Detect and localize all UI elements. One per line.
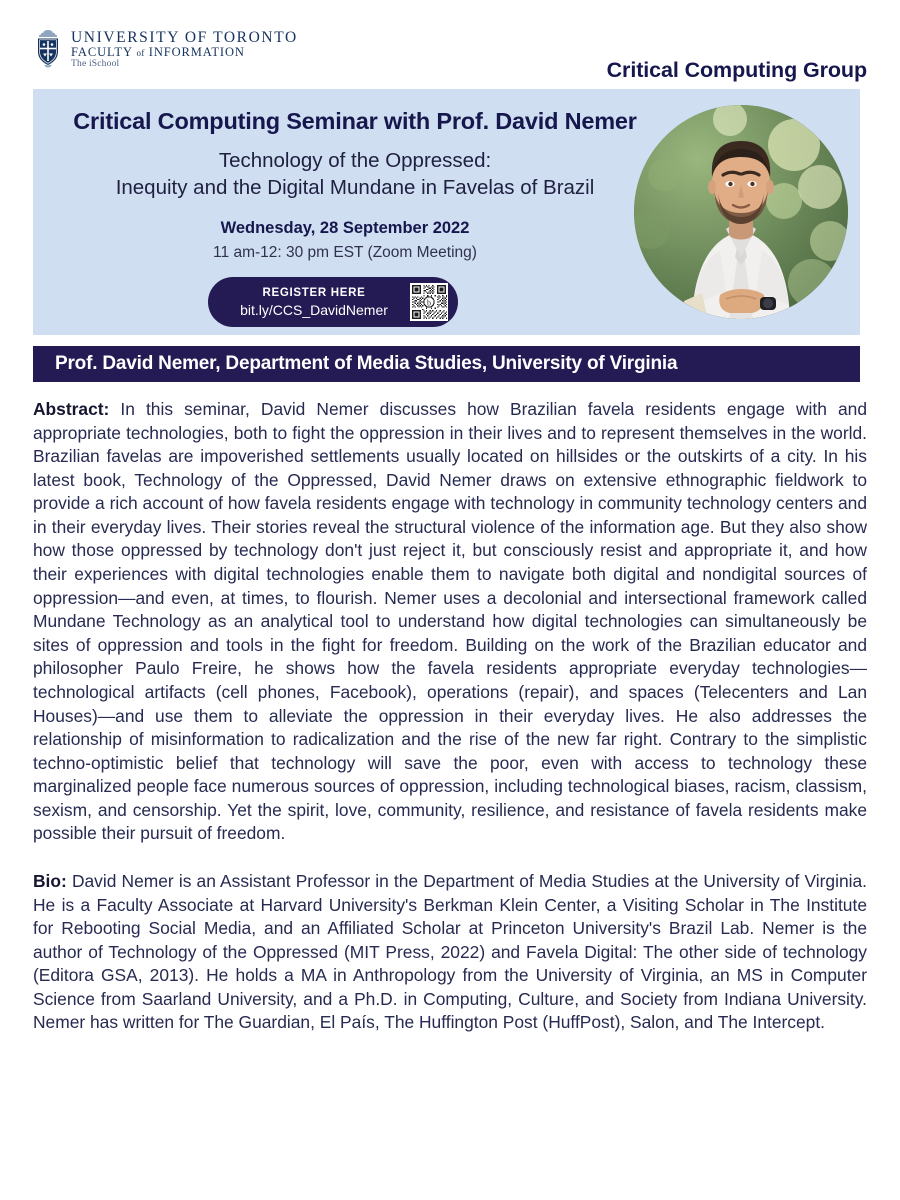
abstract-paragraph xyxy=(33,398,867,846)
seminar-time: 11 am-12: 30 pm EST (Zoom Meeting) xyxy=(213,244,477,261)
uoft-logo-of: of xyxy=(136,48,145,59)
uoft-logo-text xyxy=(71,26,298,70)
speaker-affiliation-text: Prof. David Nemer, Department of Media Studies, University of Virginia xyxy=(55,353,678,374)
paragraph-spacer xyxy=(33,846,867,870)
bio-body: David Nemer is an Assistant Professor in the Department of Media Studies at the University of Virginia. He is a Faculty Associate at Harvard University's Berkman Klein Center, a Visiting Scholar in The Institute for Rebooting Social Media, and an Affiliated Scholar at Princeton University's Brazil Lab. Nemer is the author of Technology of the Oppressed (MIT Press, 2022) and Favela Digital: The other side of technology (Editora GSA, 2013). He holds a MA in Anthropology from the University of Virginia, an MS in Computer Science from Saarland University, and a Ph.D. in Computing, Culture, and Society from Indiana University. Nemer has written for The Guardian, El País, The Huffington Post (HuffPost), Salon, and The Intercept. xyxy=(33,870,867,1033)
bio-label: Bio: xyxy=(33,870,67,891)
speaker-portrait xyxy=(634,105,848,319)
portrait-image xyxy=(634,105,848,319)
uoft-logo xyxy=(33,26,298,70)
poster-body xyxy=(33,398,867,1035)
qr-code-svg xyxy=(411,284,447,320)
abstract-label: Abstract: xyxy=(33,399,110,419)
uoft-logo-information: INFORMATION xyxy=(148,45,245,60)
seminar-title: Critical Computing Seminar with Prof. David Nemer xyxy=(73,108,637,134)
uoft-logo-line1: UNIVERSITY OF TORONTO xyxy=(71,29,298,46)
svg-text:b: b xyxy=(427,298,431,308)
abstract-body: In this seminar, David Nemer discusses how Brazilian favela residents engage with and appropriate technologies, both to fight the oppression in their lives and to represent themselves in the world. Brazilian favelas are impoverished settlements usually located on hillsides or the outskirts of a city. In his latest book, Technology of the Oppressed, David Nemer draws on extensive ethnographic fieldwork to provide a rich account of how favela residents engage with technology in community technology centers and in their everyday lives. Their stories reveal the structural violence of the information age. But they also show how those oppressed by technology don't just reject it, but consciously resist and appropriate it, and how their experiences with digital technologies enable them to navigate both digital and nondigital sources of oppression—and even, at times, to flourish. Nemer uses a decolonial and intersectional framework called Mundane Technology as an analytical tool to understand how digital technologies can simultaneously be sites of oppression and tools in the fight for freedom. Building on the work of the Brazilian educator and philosopher Paulo Freire, he shows how the favela residents appropriate everyday technologies—technological artifacts (cell phones, Facebook), operations (repair), and spaces (Telecenters and Lan Houses)—and use them to alleviate the oppression in their everyday lives. He also addresses the relationship of misinformation to radicalization and the rise of the new far right. Contrary to the simplistic techno-optimistic belief that technology will save the poor, even with access to technology these marginalized people face numerous sources of oppression, including technological biases, racism, classism, sexism, and censorship. Yet the spirit, love, community, resilience, and resistance of favela residents make possible their pursuit of freedom. xyxy=(33,399,867,844)
register-label: REGISTER HERE xyxy=(262,286,366,299)
group-title: Critical Computing Group xyxy=(606,58,867,82)
seminar-date: Wednesday, 28 September 2022 xyxy=(220,219,470,237)
uoft-logo-line2 xyxy=(71,46,298,59)
speaker-affiliation-bar xyxy=(33,346,860,382)
page-header xyxy=(33,22,867,84)
uoft-crest-icon xyxy=(33,28,63,68)
register-button[interactable] xyxy=(208,277,458,327)
seminar-subtitle: Technology of the Oppressed: Inequity and the Digital Mundane in Favelas of Brazil xyxy=(115,149,595,200)
qr-code-icon[interactable] xyxy=(410,283,448,321)
uoft-logo-line3: The iSchool xyxy=(71,59,120,70)
bio-paragraph xyxy=(33,870,867,1035)
register-text-block xyxy=(208,287,410,318)
uoft-logo-faculty: FACULTY xyxy=(71,45,133,60)
register-url[interactable]: bit.ly/CCS_DavidNemer xyxy=(240,301,388,318)
